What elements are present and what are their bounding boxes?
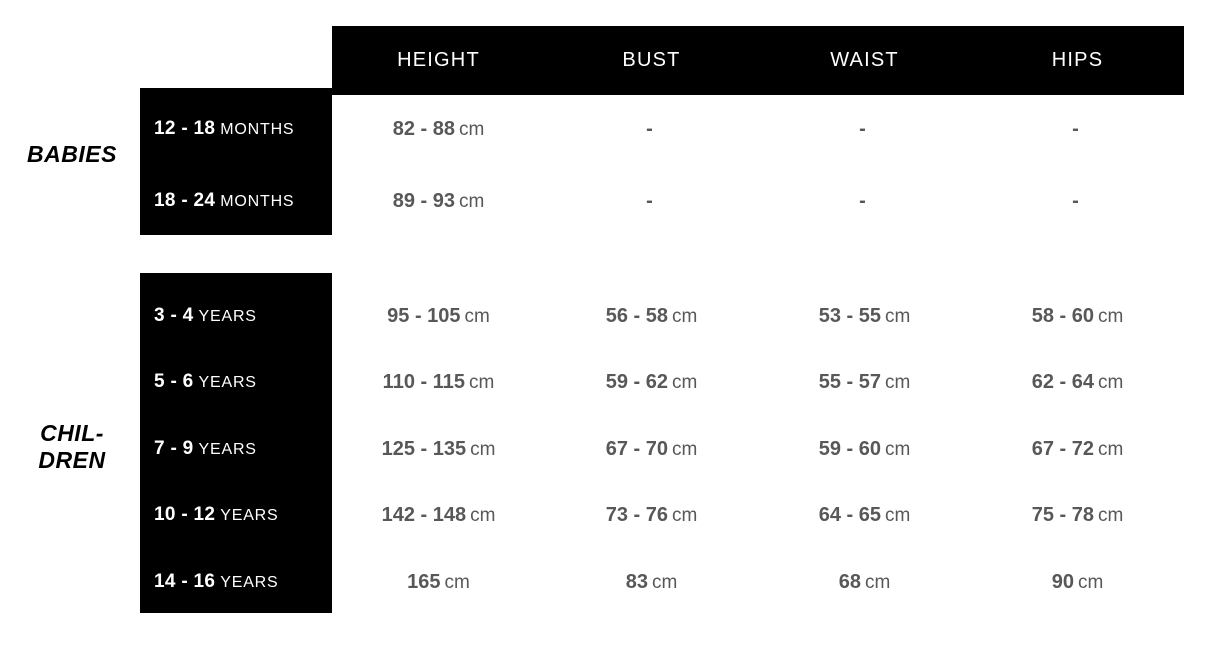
cell-value: 82 - 88	[392, 117, 455, 140]
cell-bust	[545, 190, 758, 213]
cell-unit: cm	[470, 438, 496, 460]
table-row	[140, 431, 1184, 467]
cell-value: 62 - 64	[1031, 370, 1094, 393]
group-label-children-line2: DREN	[38, 446, 106, 473]
column-header-waist: WAIST	[830, 49, 899, 71]
cell-bust	[545, 504, 758, 527]
cell-unit: cm	[458, 190, 485, 212]
size-label	[140, 571, 332, 593]
cell-value: 89 - 93	[392, 189, 455, 212]
size-range: 14 - 16	[154, 571, 216, 592]
cell-unit: cm	[671, 438, 698, 460]
table-header	[332, 26, 1184, 95]
size-range: 5 - 6	[154, 371, 194, 392]
size-unit: YEARS	[198, 374, 257, 391]
cell-unit: cm	[671, 504, 698, 526]
table-row	[140, 183, 1184, 219]
cell-waist	[758, 438, 971, 461]
cell-value: -	[646, 117, 653, 140]
cell-value: 165	[407, 570, 441, 593]
cell-hips	[971, 118, 1184, 141]
size-label	[140, 371, 332, 393]
column-header-height: HEIGHT	[397, 49, 480, 71]
cell-unit: cm	[458, 118, 485, 140]
cell-height	[332, 438, 545, 461]
cell-value: 59 - 60	[818, 437, 881, 460]
column-header-hips: HIPS	[1051, 49, 1104, 71]
size-label	[140, 504, 332, 526]
table-row	[140, 364, 1184, 400]
cell-unit: cm	[1097, 305, 1124, 327]
size-range: 3 - 4	[154, 305, 194, 326]
cell-hips	[971, 504, 1184, 527]
cell-value: 64 - 65	[818, 503, 881, 526]
group-label-babies: BABIES	[27, 141, 117, 167]
cell-bust	[545, 571, 758, 594]
cell-value: 67 - 70	[605, 437, 668, 460]
size-unit: YEARS	[220, 574, 279, 591]
cell-hips	[971, 571, 1184, 594]
size-label	[140, 118, 332, 140]
cell-value: 53 - 55	[818, 304, 881, 327]
table-row	[140, 298, 1184, 334]
cell-unit: cm	[884, 305, 911, 327]
cell-unit: cm	[884, 438, 911, 460]
cell-value: 58 - 60	[1031, 304, 1094, 327]
cell-unit: cm	[470, 504, 496, 526]
size-unit: YEARS	[198, 308, 257, 325]
cell-value: -	[646, 189, 653, 212]
size-range: 7 - 9	[154, 438, 194, 459]
cell-value: 73 - 76	[605, 503, 668, 526]
cell-value: 67 - 72	[1031, 437, 1094, 460]
cell-height	[332, 305, 545, 328]
cell-unit: cm	[1097, 504, 1124, 526]
group-label-children	[8, 420, 136, 473]
cell-value: 142 - 148	[381, 503, 467, 526]
cell-unit: cm	[671, 371, 698, 393]
cell-waist	[758, 190, 971, 213]
cell-unit: cm	[671, 305, 698, 327]
size-range: 12 - 18	[154, 118, 216, 139]
cell-unit: cm	[1097, 371, 1124, 393]
cell-height	[332, 371, 545, 394]
size-label	[140, 190, 332, 212]
cell-height	[332, 190, 545, 213]
size-label	[140, 305, 332, 327]
cell-waist	[758, 571, 971, 594]
cell-hips	[971, 438, 1184, 461]
cell-unit: cm	[464, 305, 490, 327]
cell-value: -	[859, 117, 866, 140]
cell-unit: cm	[864, 571, 891, 593]
size-unit: MONTHS	[220, 193, 295, 210]
size-range: 18 - 24	[154, 190, 216, 211]
size-unit: YEARS	[220, 507, 279, 524]
cell-hips	[971, 305, 1184, 328]
cell-unit: cm	[651, 571, 678, 593]
cell-value: -	[1072, 189, 1079, 212]
size-unit: MONTHS	[220, 121, 295, 138]
cell-value: -	[1072, 117, 1079, 140]
cell-value: 95 - 105	[387, 304, 461, 327]
cell-value: 75 - 78	[1031, 503, 1094, 526]
column-header-bust: BUST	[622, 49, 681, 71]
cell-height	[332, 504, 545, 527]
group-label-children-line1: CHIL-	[40, 420, 104, 446]
cell-waist	[758, 504, 971, 527]
cell-bust	[545, 305, 758, 328]
cell-value: 110 - 115	[382, 370, 465, 393]
cell-waist	[758, 118, 971, 141]
cell-value: -	[859, 189, 866, 212]
table-row	[140, 497, 1184, 533]
table-row	[140, 564, 1184, 600]
size-label	[140, 438, 332, 460]
cell-waist	[758, 305, 971, 328]
cell-unit: cm	[1077, 571, 1104, 593]
cell-unit: cm	[884, 371, 911, 393]
cell-waist	[758, 371, 971, 394]
cell-hips	[971, 371, 1184, 394]
cell-height	[332, 118, 545, 141]
cell-value: 59 - 62	[605, 370, 668, 393]
cell-hips	[971, 190, 1184, 213]
cell-value: 68	[838, 570, 861, 593]
cell-bust	[545, 371, 758, 394]
cell-height	[332, 571, 545, 594]
cell-unit: cm	[468, 371, 495, 393]
cell-value: 83	[625, 570, 648, 593]
cell-value: 55 - 57	[818, 370, 881, 393]
cell-unit: cm	[444, 571, 470, 593]
size-range: 10 - 12	[154, 504, 216, 525]
cell-value: 125 - 135	[381, 437, 467, 460]
cell-value: 56 - 58	[605, 304, 668, 327]
cell-unit: cm	[1097, 438, 1124, 460]
cell-value: 90	[1051, 570, 1074, 593]
table-row	[140, 111, 1184, 147]
cell-bust	[545, 438, 758, 461]
cell-bust	[545, 118, 758, 141]
size-unit: YEARS	[198, 441, 257, 458]
cell-unit: cm	[884, 504, 911, 526]
